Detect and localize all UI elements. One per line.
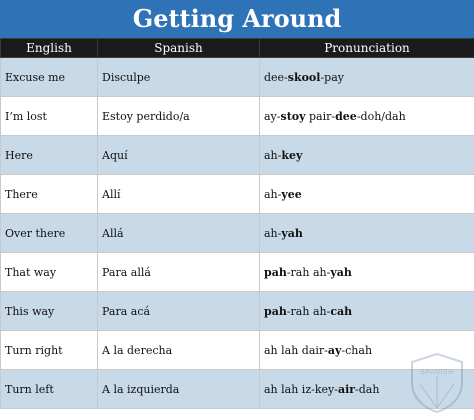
syllable: -rah ah-: [286, 304, 331, 318]
table-row: [1, 253, 474, 292]
syllable: -doh/dah: [356, 109, 406, 123]
stressed-syllable: air: [337, 382, 356, 396]
cell-english: Turn left: [1, 370, 98, 409]
cell-spanish: Allí: [98, 175, 260, 214]
cell-spanish: A la izquierda: [98, 370, 260, 409]
column-header-english: English: [1, 39, 98, 58]
cell-pronunciation: [260, 97, 474, 136]
stressed-syllable: stoy: [280, 109, 306, 123]
cell-spanish: Para allá: [98, 253, 260, 292]
phrase-table-container: [0, 38, 474, 420]
syllable: ah-: [264, 226, 282, 240]
table-row: [1, 370, 474, 409]
stressed-syllable: dee: [335, 109, 357, 123]
stressed-syllable: skool: [287, 70, 321, 84]
cell-english: Excuse me: [1, 58, 98, 97]
syllable: pair-: [305, 109, 336, 123]
cell-english: Turn right: [1, 331, 98, 370]
syllable: ay-: [264, 109, 281, 123]
cell-pronunciation: [260, 58, 474, 97]
cell-english: That way: [1, 253, 98, 292]
stressed-syllable: yah: [281, 226, 303, 240]
cell-english: I’m lost: [1, 97, 98, 136]
syllable: ah lah iz-key-: [264, 382, 338, 396]
cell-spanish: Allá: [98, 214, 260, 253]
table-row: [1, 292, 474, 331]
cell-english: There: [1, 175, 98, 214]
cell-spanish: A la derecha: [98, 331, 260, 370]
cell-english: Over there: [1, 214, 98, 253]
cell-pronunciation: [260, 253, 474, 292]
cell-spanish: Aquí: [98, 136, 260, 175]
syllable: ah-: [264, 148, 282, 162]
stressed-syllable: pah: [264, 304, 287, 318]
watermark-text: SPANISH: [420, 368, 454, 376]
syllable: -dah: [355, 382, 380, 396]
cell-english: Here: [1, 136, 98, 175]
cell-pronunciation: [260, 136, 474, 175]
stressed-syllable: yah: [330, 265, 352, 279]
table-row: [1, 214, 474, 253]
syllable: ah-: [264, 187, 282, 201]
table-header-row: [1, 39, 474, 58]
syllable: -chah: [341, 343, 373, 357]
syllable: ah lah dair-: [264, 343, 328, 357]
table-row: [1, 175, 474, 214]
cell-spanish: Para acá: [98, 292, 260, 331]
cell-english: This way: [1, 292, 98, 331]
table-row: [1, 136, 474, 175]
table-row: [1, 58, 474, 97]
cell-pronunciation: [260, 175, 474, 214]
table-row: [1, 97, 474, 136]
cell-pronunciation: [260, 292, 474, 331]
cell-pronunciation: [260, 331, 474, 370]
syllable: -rah ah-: [286, 265, 331, 279]
table-row: [1, 331, 474, 370]
cell-spanish: Estoy perdido/a: [98, 97, 260, 136]
stressed-syllable: ay: [327, 343, 342, 357]
stressed-syllable: yee: [281, 187, 302, 201]
syllable: dee-: [264, 70, 288, 84]
stressed-syllable: cah: [330, 304, 353, 318]
syllable: -pay: [320, 70, 344, 84]
phrase-table: [0, 38, 474, 409]
cell-pronunciation: [260, 214, 474, 253]
page-title: Getting Around: [0, 0, 474, 38]
column-header-spanish: Spanish: [98, 39, 260, 58]
column-header-pronunciation: Pronunciation: [260, 39, 474, 58]
cell-pronunciation: [260, 370, 474, 409]
cell-spanish: Disculpe: [98, 58, 260, 97]
stressed-syllable: pah: [264, 265, 287, 279]
stressed-syllable: key: [281, 148, 303, 162]
